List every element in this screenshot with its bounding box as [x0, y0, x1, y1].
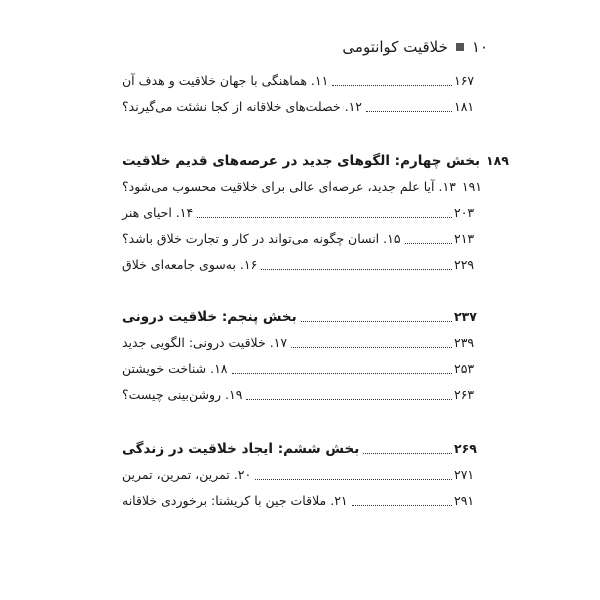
page-header	[342, 38, 488, 56]
toc-entry-title: ۱۵. انسان چگونه می‌تواند در کار و تجارت خلاق باشد؟	[122, 231, 401, 246]
dot-leader	[261, 269, 452, 270]
book-title: خلاقیت کوانتومی	[342, 38, 448, 56]
section-title: بخش پنجم: خلاقیت درونی	[122, 309, 297, 325]
toc-entry	[118, 488, 488, 510]
toc-entry-page: ۲۹۱	[454, 493, 475, 508]
toc-entry	[118, 462, 488, 484]
dot-leader	[301, 321, 452, 322]
toc-entry	[118, 252, 488, 274]
dot-leader	[291, 347, 452, 348]
section-title: بخش ششم: ایجاد خلاقیت در زندگی	[122, 441, 360, 457]
toc-entry-title: ۱۱. هماهنگی با جهان خلاقیت و هدف آن	[122, 73, 329, 88]
dot-leader	[246, 399, 452, 400]
toc-entry-title: ۱۹. روشن‌بینی چیست؟	[122, 387, 243, 402]
toc-entry	[118, 330, 488, 352]
dot-leader	[352, 505, 452, 506]
toc-section-heading	[118, 304, 488, 326]
dot-leader	[405, 243, 452, 244]
toc-entry-page: ۲۱۳	[454, 231, 475, 246]
toc-entry-title: ۱۷. خلاقیت درونی: الگویی جدید	[122, 335, 288, 350]
toc-entry-title: ۱۴. احیای هنر	[122, 205, 194, 220]
toc-entry	[118, 94, 488, 116]
toc-entry-page: ۲۷۱	[454, 467, 475, 482]
toc-entry-page: ۲۵۳	[454, 361, 475, 376]
toc-entry-page: ۲۳۹	[454, 335, 475, 350]
dot-leader	[197, 217, 452, 218]
toc-entry	[118, 68, 488, 90]
toc-entry	[118, 226, 488, 248]
section-page: ۱۸۹	[486, 153, 509, 168]
toc-entry-title: ۲۱. ملاقات جین با کریشنا: برخوردی خلاقانه	[122, 493, 348, 508]
toc-section-heading	[118, 436, 488, 458]
toc-entry-title: ۱۲. خصلت‌های خلاقانه از کجا نشئت می‌گیرند؟	[122, 99, 362, 114]
toc-entry-title: ۱۶. به‌سوی جامعه‌ای خلاق	[122, 257, 258, 272]
section-page: ۲۳۷	[454, 309, 477, 324]
section-title: بخش چهارم: الگوهای جدید در عرصه‌های قدیم خلاقیت	[122, 153, 481, 169]
toc-entry-page: ۲۲۹	[454, 257, 475, 272]
toc-entry-title: ۱۸. شناخت خویشتن	[122, 361, 228, 376]
toc-entry-page: ۱۸۱	[454, 99, 475, 114]
dot-leader	[255, 479, 452, 480]
page-number: ۱۰	[471, 38, 488, 56]
toc-section-heading	[118, 148, 509, 170]
dot-leader	[366, 111, 452, 112]
toc-entry-page: ۲۰۳	[454, 205, 475, 220]
toc-entry-page: ۲۶۳	[454, 387, 475, 402]
dot-leader	[332, 85, 452, 86]
toc-entry	[118, 356, 488, 378]
section-page: ۲۶۹	[454, 441, 477, 456]
dot-leader	[232, 373, 452, 374]
toc-entry-page: ۱۶۷	[454, 73, 475, 88]
toc-entry-title: ۲۰. تمرین، تمرین، تمرین	[122, 467, 252, 482]
toc-entry-page: ۱۹۱	[461, 179, 483, 194]
square-bullet-icon	[456, 43, 464, 51]
toc-entry	[118, 382, 488, 404]
toc-entry	[118, 200, 488, 222]
toc-entry-title: ۱۳. آیا علم جدید، عرصه‌ای عالی برای خلاقیت محسوب می‌شود؟	[122, 179, 456, 194]
toc-entry	[118, 174, 488, 196]
dot-leader	[363, 453, 452, 454]
